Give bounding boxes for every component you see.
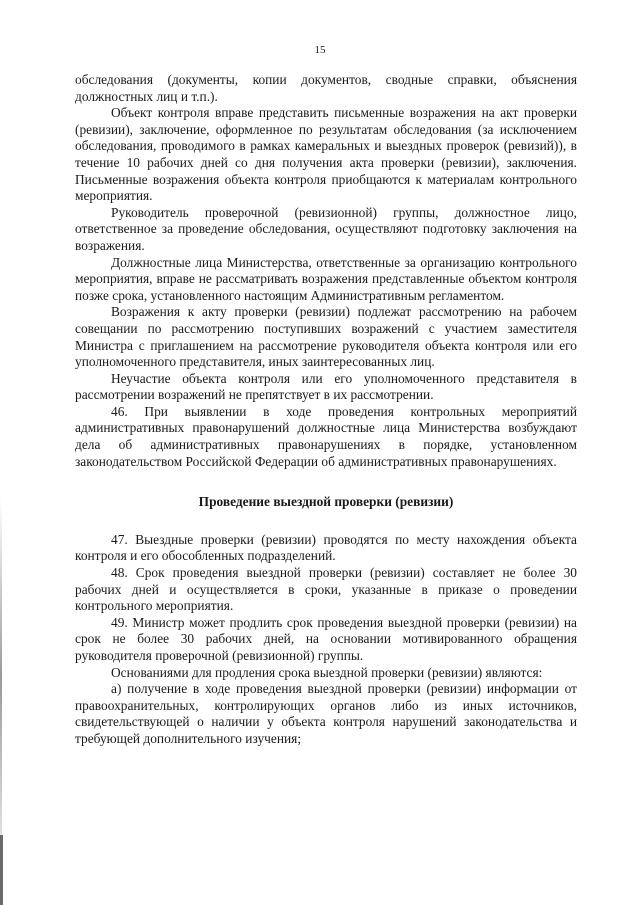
section-heading: Проведение выездной проверки (ревизии) xyxy=(198,494,454,510)
paragraph-objections-right: Объект контроля вправе представить письменные возражения на акт проверки (ревизии), заключение, оформленное по результатам обследования (за исключением обследования, проводимого в рамках камеральных и выездных проверок (ревизий)), в течение 10 рабочих дней со дня получения акта проверки (ревизии), заключения. Письменные возражения объекта контроля приобщаются к материалам контрольного мероприятия. xyxy=(75,105,577,204)
paragraph-continuation: обследования (документы, копии документов, сводные справки, объяснения должностных лиц и т.п.). xyxy=(75,72,577,104)
paragraph-item-48: 48. Срок проведения выездной проверки (ревизии) составляет не более 30 рабочих дней и осуществляется в сроки, указанные в приказе о проведении контрольного мероприятия. xyxy=(75,565,577,614)
paragraph-objections-meeting: Возражения к акту проверки (ревизии) подлежат рассмотрению на рабочем совещании по рассмотрению поступивших возражений с участием заместителя Министра с приглашением на рассмотрение руководителя объекта контроля или его уполномоченного представителя, иных заинтересованных лиц. xyxy=(75,304,577,370)
paragraph-item-49: 49. Министр может продлить срок проведения выездной проверки (ревизии) на срок не более 30 рабочих дней, на основании мотивированного обращения руководителя проверочной (ревизионной) группы. xyxy=(75,614,577,663)
paragraph-nonparticipation: Неучастие объекта контроля или его уполномоченного представителя в рассмотрении возражений не препятствует в их рассмотрении. xyxy=(75,370,577,403)
paragraph-extension-grounds: Основаниями для продления срока выездной проверки (ревизии) являются: xyxy=(111,664,543,680)
paragraph-item-47: 47. Выездные проверки (ревизии) проводятся по месту нахождения объекта контроля и его обособленных подразделений. xyxy=(75,531,577,564)
paragraph-group-leader: Руководитель проверочной (ревизионной) группы, должностное лицо, ответственное за проведение обследования, осуществляют подготовку заключения на возражения. xyxy=(75,204,577,253)
scan-edge-mark xyxy=(0,835,3,905)
document-body xyxy=(75,72,577,748)
paragraph-subitem-a: а) получение в ходе проведения выездной проверки (ревизии) информации от правоохранительных, контролирующих органов либо из иных источников, свидетельствующей о наличии у объекта контроля нарушений законодательства и требующей дополнительного изучения; xyxy=(75,681,577,746)
paragraph-officials-discretion: Должностные лица Министерства, ответственные за организацию контрольного мероприятия, вправе не рассматривать возражения представленные объектом контроля позже срока, установленного настоящим Административным регламентом. xyxy=(75,254,577,303)
page-number: 15 xyxy=(314,44,326,56)
paragraph-item-46: 46. При выявлении в ходе проведения контрольных мероприятий административных правонарушений должностные лица Министерства возбуждают дела об административных правонарушениях в порядке, установленном законодательством Российской Федерации об административных правонарушениях. xyxy=(75,403,577,469)
scan-edge-shadow xyxy=(0,0,2,905)
